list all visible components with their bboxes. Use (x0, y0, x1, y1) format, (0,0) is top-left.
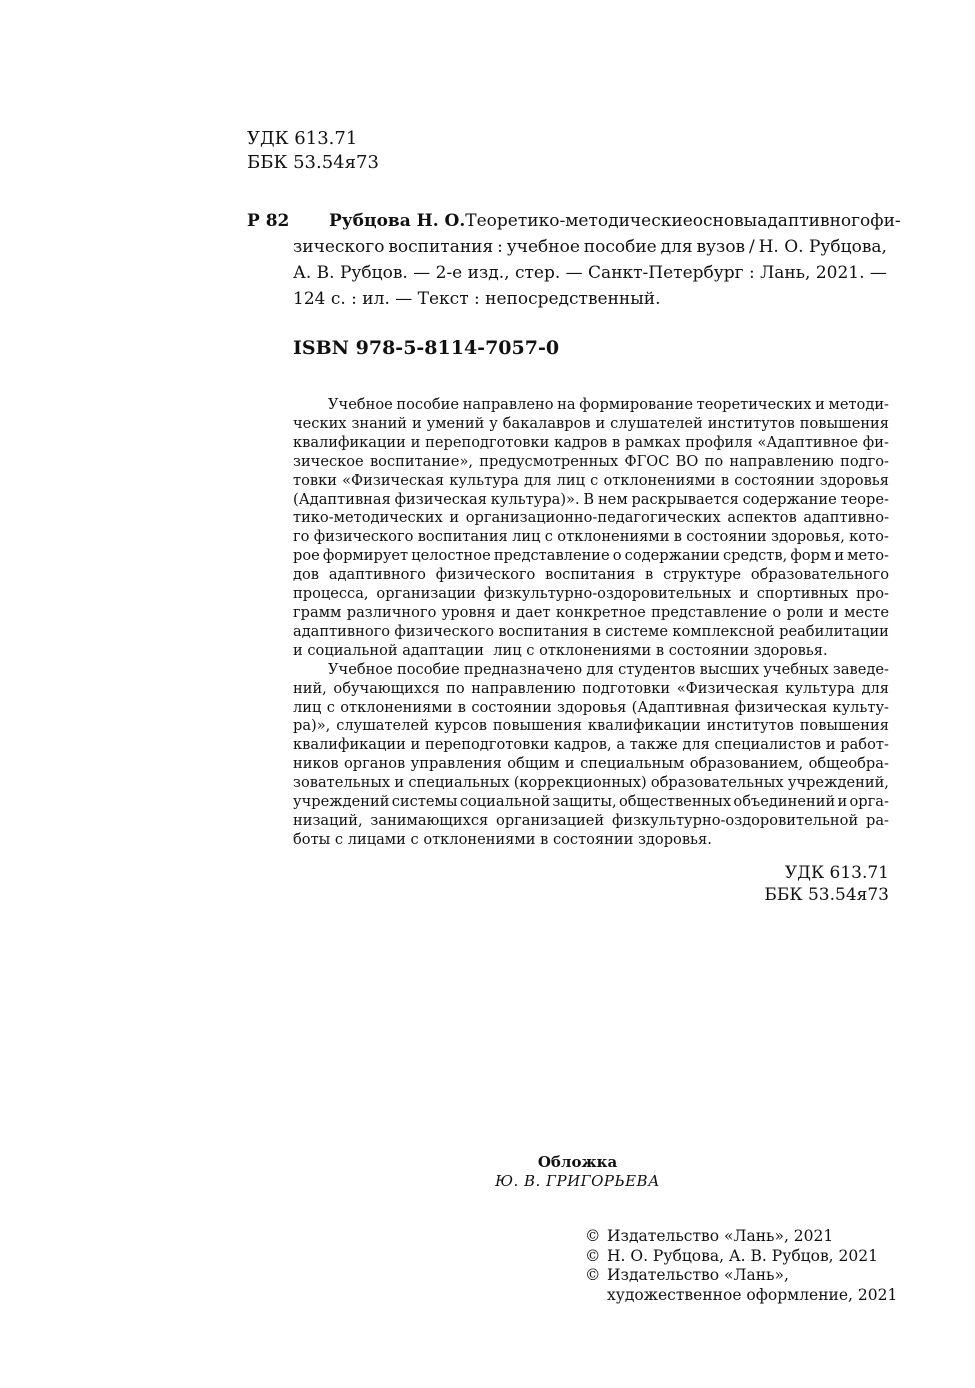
abstract-line: низаций, занимающихся организацией физкультурно-оздоровительной ра- (293, 811, 889, 829)
abstract-line: рое формирует целостное представление о содержании средств, форм и мето- (293, 547, 889, 565)
abstract-line: квалификации и переподготовки кадров, а также для специалистов и работ- (293, 736, 889, 754)
bib-author: Рубцова Н. О. (329, 211, 466, 231)
cover-label: Обложка (537, 1153, 618, 1171)
bbk-code: ББК 53.54я73 (764, 885, 889, 905)
abstract-line: учреждений системы социальной защиты, общественных объединений и орга- (293, 793, 889, 811)
abstract-line: Учебное пособие предназначено для студентов высших учебных заведе- (328, 660, 889, 678)
copyright-icon: © (585, 1246, 601, 1265)
cover-artist: Ю. В. ГРИГОРЬЕВА (495, 1172, 660, 1190)
bib-line-4: 124 с. : ил. — Текст : непосредственный. (293, 289, 661, 309)
abstract-line: ра)», слушателей курсов повышения квалификации институтов повышения (293, 717, 889, 735)
classification-top (247, 127, 379, 175)
abstract (293, 396, 889, 850)
bib-line-1: Рубцова Н. О. Теоретико-методические основы адаптивного фи- (293, 208, 887, 234)
udk-code: УДК 613.71 (247, 128, 358, 149)
abstract-line: ний, обучающихся по направлению подготовки «Физическая культура для (293, 679, 889, 697)
copyright-line: © Издательство «Лань», (585, 1266, 789, 1284)
bibliographic-entry (293, 208, 901, 312)
abstract-line: го физического воспитания лиц с отклонениями в состоянии здоровья, кото- (293, 528, 889, 546)
copyright-line: © Издательство «Лань», 2021 (585, 1227, 834, 1245)
abstract-line: товки «Физическая культура для лиц с отклонениями в состоянии здоровья (293, 471, 889, 489)
isbn: ISBN 978-5-8114-7057-0 (293, 337, 560, 359)
classification-bottom (764, 862, 889, 906)
author-mark: Р 82 (247, 211, 290, 231)
copyright-line: © Н. О. Рубцова, А. В. Рубцов, 2021 (585, 1246, 878, 1265)
abstract-line: ников органов управления общим и специальным образованием, общеобра- (293, 755, 889, 773)
abstract-line: лиц с отклонениями в состоянии здоровья (Адаптивная физическая культу- (293, 698, 889, 716)
bib-line-2: зического воспитания : учебное пособие для вузов / Н. О. Рубцова, (293, 237, 887, 257)
bib-line-3: А. В. Рубцов. — 2-е изд., стер. — Санкт-Петербург : Лань, 2021. — (293, 263, 887, 283)
copyright-continuation: художественное оформление, 2021 (607, 1285, 898, 1304)
bbk-code: ББК 53.54я73 (247, 152, 379, 173)
copyright-icon: © (585, 1266, 601, 1284)
abstract-line: грамм различного уровня и дает конкретное представление о роли и месте (293, 603, 889, 621)
abstract-line: дов адаптивного физического воспитания в структуре образовательного (293, 566, 889, 584)
udk-code: УДК 613.71 (784, 863, 889, 883)
abstract-line: и социальной адаптации лиц с отклонениями в состоянии здоровья. (293, 641, 828, 659)
abstract-line: зическое воспитание», предусмотренных ФГОС ВО по направлению подго- (293, 452, 889, 470)
abstract-line: Учебное пособие направлено на формирование теоретических и методи- (328, 396, 889, 413)
abstract-line: тико-методических и организационно-педагогических аспектов адаптивно- (293, 509, 889, 527)
abstract-line: квалификации и переподготовки кадров в рамках профиля «Адаптивное фи- (293, 433, 889, 451)
abstract-line: зовательных и специальных (коррекционных) образовательных учреждений, (293, 774, 889, 792)
copyright-icon: © (585, 1227, 601, 1245)
abstract-line: ческих знаний и умений у бакалавров и слушателей институтов повышения (293, 414, 889, 432)
abstract-line: процесса, организации физкультурно-оздоровительных и спортивных про- (293, 585, 889, 603)
copyright-block (585, 1227, 897, 1305)
abstract-line: адаптивного физического воспитания в системе комплексной реабилитации (293, 622, 889, 640)
abstract-line: (Адаптивная физическая культура)». В нем раскрывается содержание теоре- (293, 490, 889, 508)
abstract-line: боты с лицами с отклонениями в состоянии здоровья. (293, 830, 712, 848)
